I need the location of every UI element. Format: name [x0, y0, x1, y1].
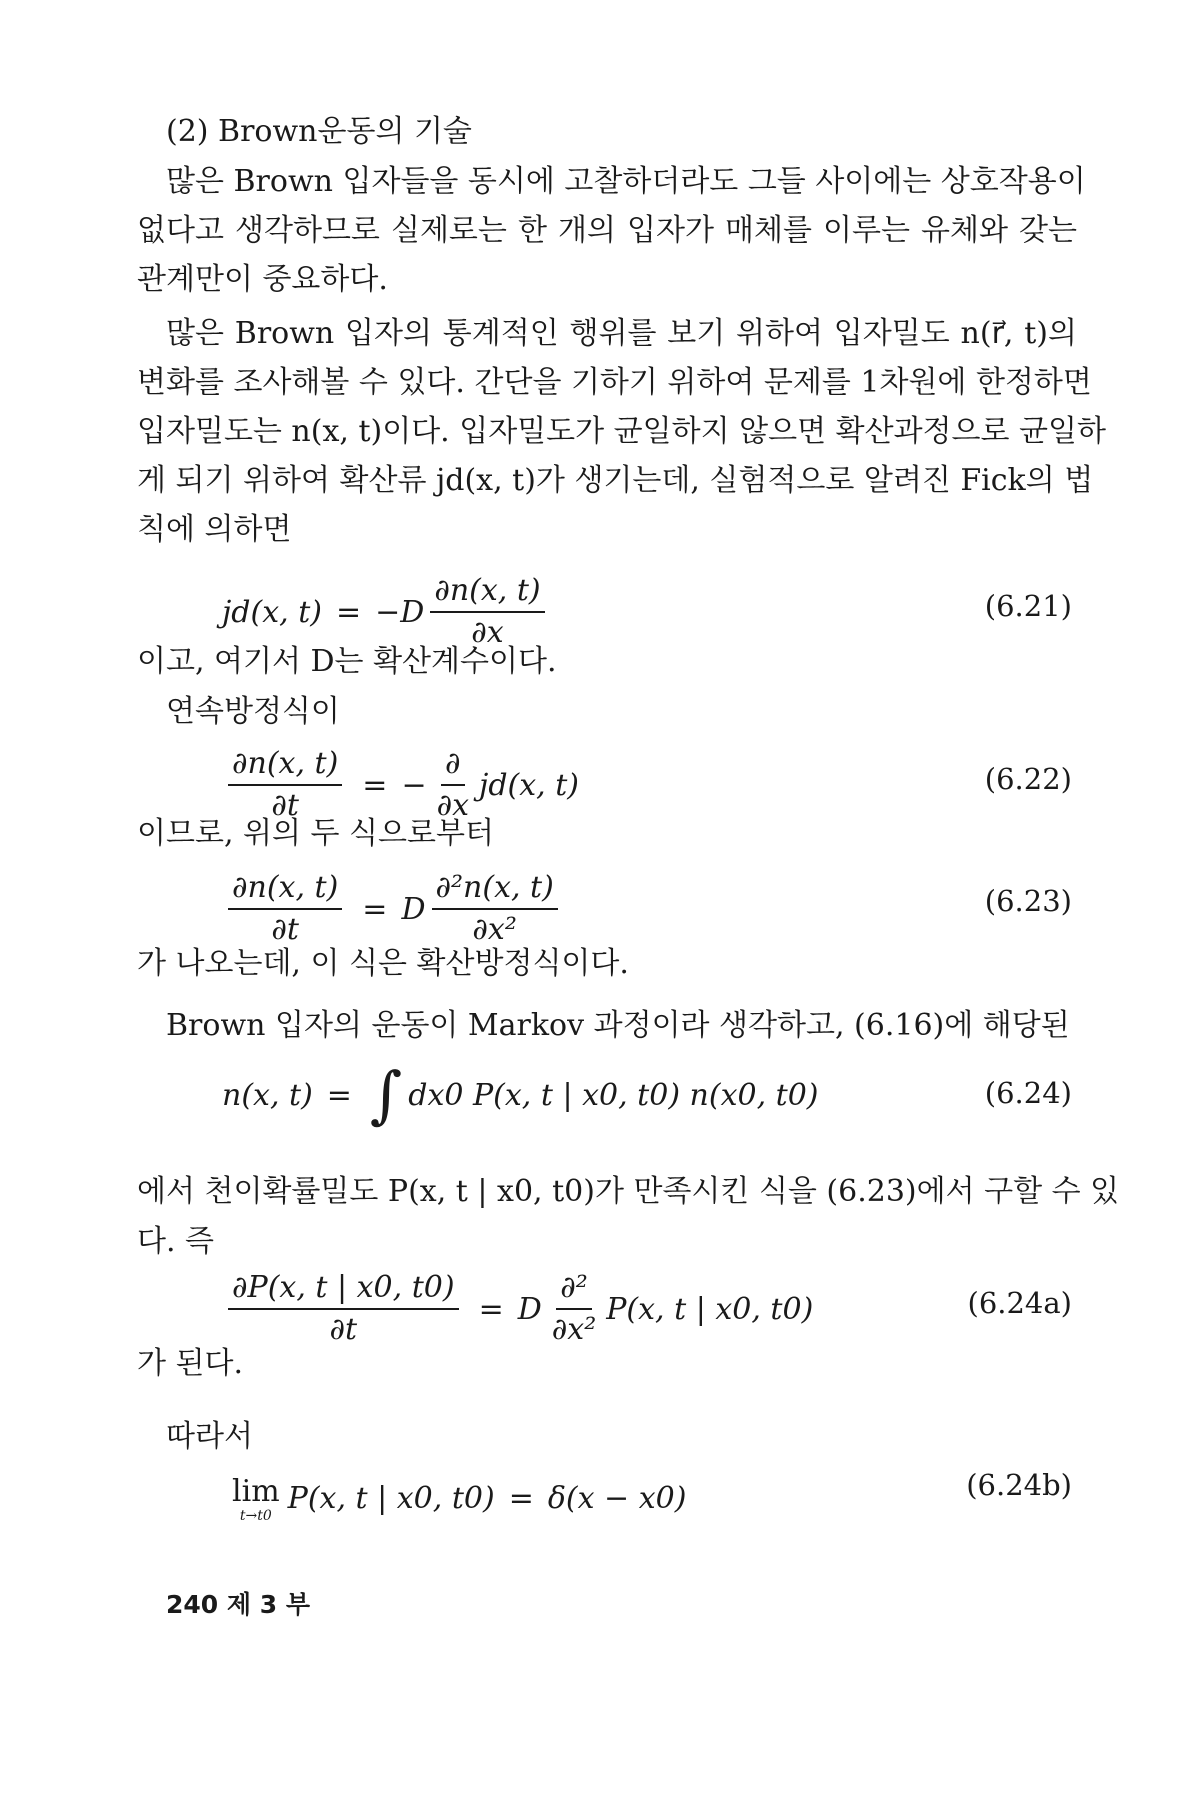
- paragraph-line: 에서 천이확률밀도 P(x, t | x0, t0)가 만족시킨 식을 (6.23)에서 구할 수 있: [137, 1174, 1120, 1209]
- fraction-denominator: ∂x²: [472, 912, 517, 947]
- fraction-numerator: ∂: [441, 746, 465, 786]
- eq-lhs: P(x, t | x0, t0): [287, 1481, 495, 1516]
- paragraph-line: 관계만이 중요하다.: [137, 262, 388, 297]
- eq-operator: =: [326, 1077, 352, 1113]
- paragraph-line: 많은 Brown 입자들을 동시에 고찰하더라도 그들 사이에는 상호작용이: [166, 164, 1086, 199]
- paragraph-line: 연속방정식이: [166, 694, 340, 729]
- fraction-denominator: ∂x²: [551, 1312, 597, 1347]
- limit-operator: [232, 1474, 280, 1523]
- fraction-numerator: ∂n(x, t): [228, 746, 342, 786]
- eq-sign: −: [401, 767, 427, 803]
- fraction-denominator: ∂x: [471, 615, 504, 650]
- fraction-numerator: ∂P(x, t | x0, t0): [228, 1270, 459, 1310]
- eq-fraction: [432, 870, 558, 948]
- eq-lhs: n(x, t): [222, 1077, 313, 1113]
- paragraph-line: 따라서: [166, 1419, 253, 1454]
- paragraph-line: 변화를 조사해볼 수 있다. 간단을 기하기 위하여 문제를 1차원에 한정하면: [137, 365, 1092, 400]
- paragraph-line: 칙에 의하면: [137, 512, 292, 547]
- paragraph-line: 없다고 생각하므로 실제로는 한 개의 입자가 매체를 이루는 유체와 갖는: [137, 213, 1077, 248]
- equation-number: (6.24): [984, 1076, 1072, 1110]
- eq-operator: =: [362, 767, 388, 803]
- paragraph-line: 가 나오는데, 이 식은 확산방정식이다.: [137, 946, 629, 981]
- eq-operator: =: [362, 891, 388, 927]
- equation-number: (6.23): [984, 884, 1072, 918]
- limit-word: lim: [232, 1474, 280, 1509]
- eq-fraction: [228, 1270, 459, 1348]
- eq-coefficient: −D: [375, 594, 425, 630]
- eq-coefficient: D: [517, 1291, 542, 1327]
- equation-number: (6.24b): [966, 1468, 1072, 1502]
- equation-6-24a: [0, 1262, 1200, 1352]
- equation-6-24b: [0, 1468, 1200, 1558]
- eq-fraction: [228, 870, 342, 948]
- equation-number: (6.21): [984, 589, 1072, 623]
- eq-operator: =: [335, 594, 362, 630]
- eq-fraction: [548, 1270, 600, 1348]
- eq-coefficient: D: [401, 891, 426, 927]
- paragraph-line: 입자밀도는 n(x, t)이다. 입자밀도가 균일하지 않으면 확산과정으로 균일하: [137, 414, 1106, 449]
- equation-6-23: [0, 862, 1200, 952]
- equation-number: (6.22): [984, 762, 1072, 796]
- section-heading: (2) Brown운동의 기술: [166, 114, 472, 149]
- eq-rhs: dx0 P(x, t | x0, t0) n(x0, t0): [408, 1077, 819, 1113]
- page-footer: 240 제 3 부: [166, 1590, 310, 1619]
- limit-subscript: t→t0: [239, 1508, 272, 1524]
- paragraph-line: Brown 입자의 운동이 Markov 과정이라 생각하고, (6.16)에 해당된: [166, 1008, 1070, 1043]
- paragraph-line: 이고, 여기서 D는 확산계수이다.: [137, 644, 557, 679]
- paragraph-line: 가 된다.: [137, 1346, 244, 1381]
- paragraph-line: 많은 Brown 입자의 통계적인 행위를 보기 위하여 입자밀도 n(r⃗, t)의: [166, 316, 1077, 351]
- fraction-numerator: ∂²n(x, t): [432, 870, 558, 910]
- eq-operator: =: [478, 1291, 504, 1327]
- equation-number: (6.24a): [967, 1286, 1072, 1320]
- paragraph-line: 다. 즉: [137, 1224, 215, 1259]
- fraction-numerator: ∂²: [556, 1270, 592, 1310]
- paragraph-line: 이므로, 위의 두 식으로부터: [137, 816, 494, 851]
- eq-rhs: δ(x − x0): [547, 1481, 687, 1516]
- integral-sign: ∫: [369, 1058, 403, 1131]
- paragraph-line: 게 되기 위하여 확산류 jd(x, t)가 생기는데, 실험적으로 알려진 Fick의 법: [137, 463, 1094, 498]
- eq-operator: =: [508, 1481, 534, 1516]
- eq-lhs: jd(x, t): [222, 594, 322, 630]
- fraction-denominator: ∂x: [436, 788, 470, 823]
- equation-6-24: [0, 1060, 1200, 1150]
- fraction-denominator: ∂t: [329, 1312, 358, 1347]
- eq-rhs: jd(x, t): [479, 767, 579, 803]
- fraction-denominator: ∂t: [271, 788, 299, 823]
- fraction-numerator: ∂n(x, t): [228, 870, 342, 910]
- fraction-denominator: ∂t: [271, 912, 299, 947]
- eq-rhs: P(x, t | x0, t0): [606, 1291, 814, 1327]
- fraction-numerator: ∂n(x, t): [430, 573, 544, 613]
